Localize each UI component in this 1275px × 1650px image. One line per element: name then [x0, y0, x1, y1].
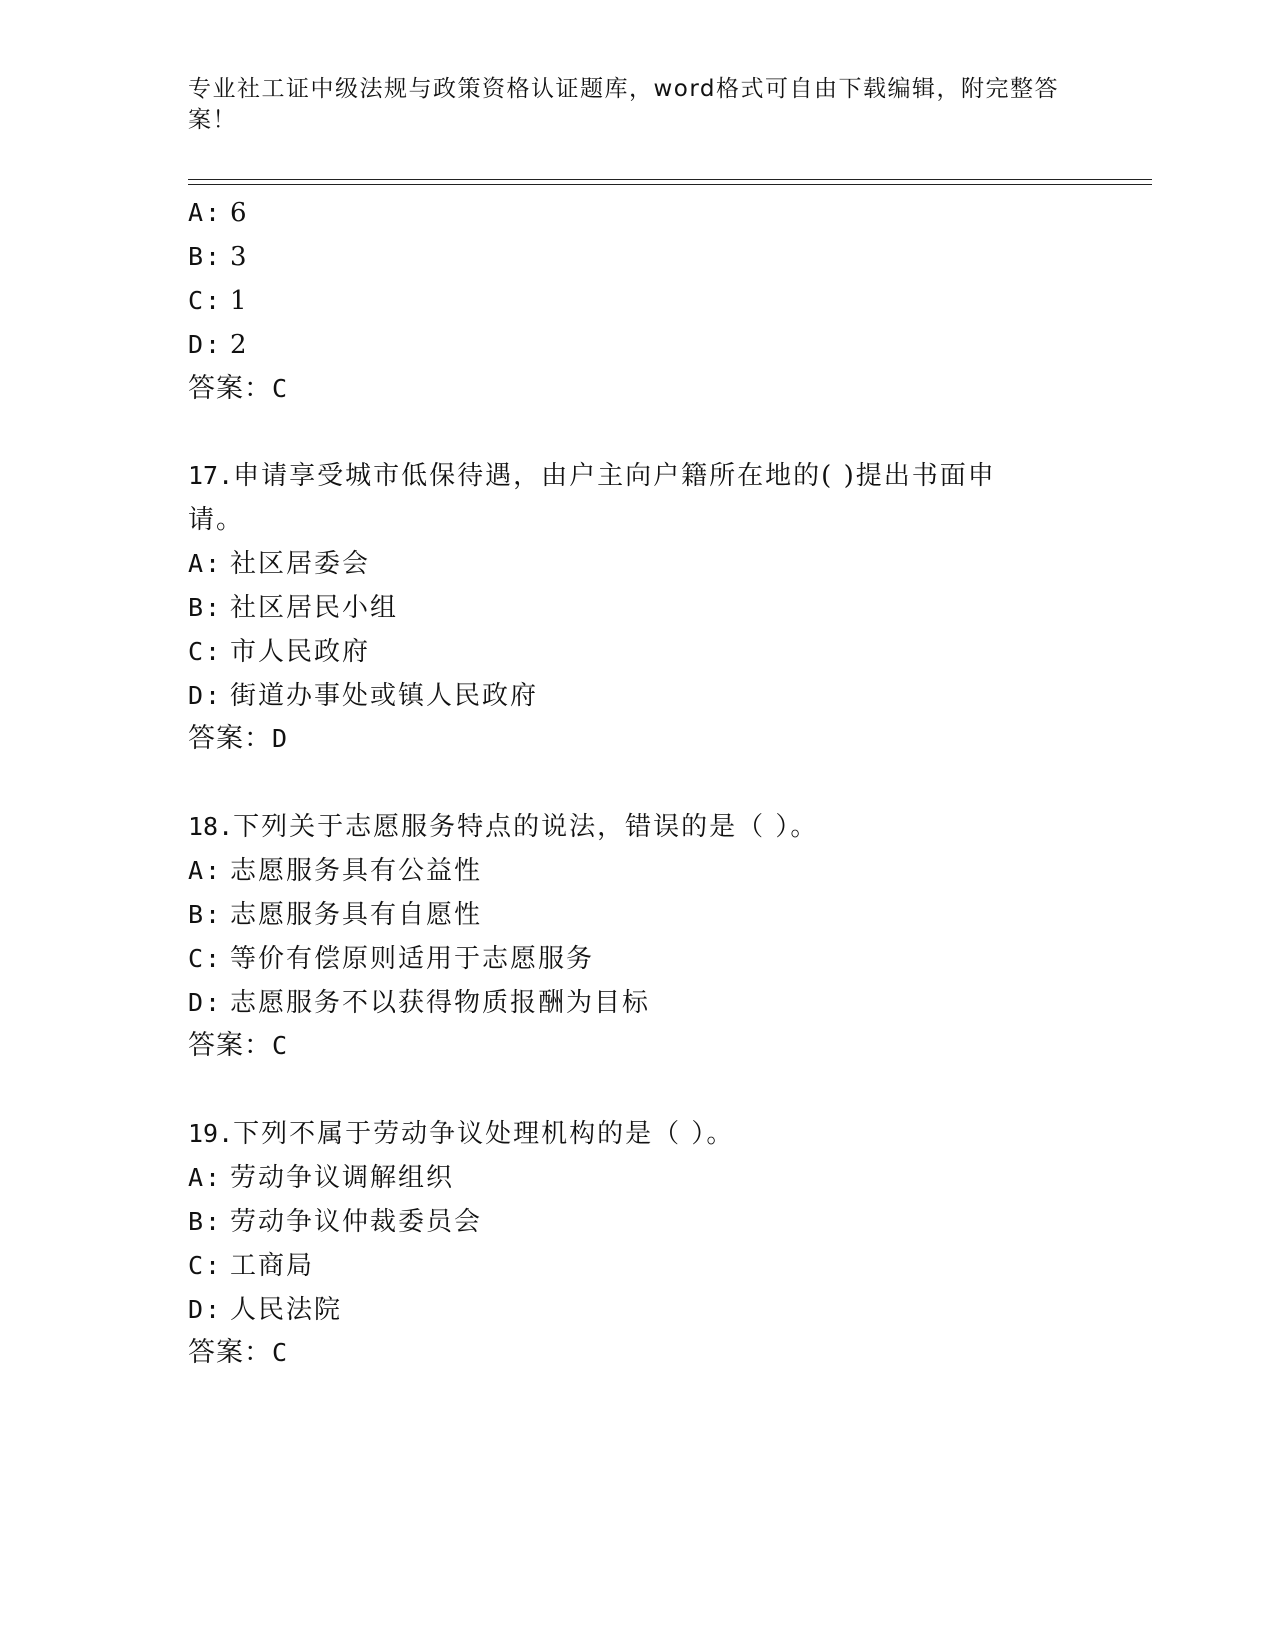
- option-text: 劳动争议调解组织: [230, 1163, 455, 1193]
- prev-answer: [188, 372, 288, 406]
- q18-option-d: [188, 986, 650, 1020]
- option-text: 市人民政府: [230, 637, 371, 667]
- option-letter: D:: [188, 988, 223, 1017]
- option-text: 志愿服务具有公益性: [230, 856, 483, 886]
- q18-option-a: [188, 854, 482, 888]
- option-letter: D:: [188, 330, 223, 359]
- option-text: 街道办事处或镇人民政府: [230, 681, 539, 711]
- question-text: 下列关于志愿服务特点的说法，错误的是（ ）。: [233, 812, 819, 842]
- q18-option-c: [188, 942, 594, 976]
- q17-option-d: [188, 679, 538, 713]
- option-text: 工商局: [230, 1251, 315, 1281]
- option-text: 3: [230, 242, 249, 272]
- answer-value: C: [272, 374, 289, 403]
- option-letter: A:: [188, 549, 223, 578]
- question-number: 19.: [188, 1119, 234, 1148]
- q19-option-b: [188, 1205, 482, 1239]
- answer-value: D: [272, 724, 289, 753]
- q17-option-c: [188, 635, 370, 669]
- option-letter: B:: [188, 242, 223, 271]
- option-text: 社区居民小组: [230, 593, 399, 623]
- option-letter: D:: [188, 1295, 223, 1324]
- answer-value: C: [272, 1338, 289, 1367]
- q18-answer: [188, 1029, 288, 1063]
- question-number: 18.: [188, 812, 234, 841]
- question-text: 申请享受城市低保待遇，由户主向户籍所在地的( )提出书面申: [233, 461, 996, 491]
- prev-option-c: [188, 284, 249, 318]
- q17-answer: [188, 722, 288, 756]
- q17-option-a: [188, 547, 370, 581]
- option-text: 社区居委会: [230, 549, 371, 579]
- answer-label: 答案：: [188, 373, 272, 404]
- option-letter: C:: [188, 286, 223, 315]
- option-letter: B:: [188, 900, 223, 929]
- option-text: 6: [230, 198, 249, 228]
- q17-stem-line1: [188, 459, 996, 493]
- option-letter: A:: [188, 856, 223, 885]
- header-divider-top: [188, 179, 1152, 180]
- q18-option-b: [188, 898, 482, 932]
- option-letter: C:: [188, 1251, 223, 1280]
- q17-option-b: [188, 591, 398, 625]
- prev-option-b: [188, 240, 249, 274]
- option-letter: C:: [188, 944, 223, 973]
- header-divider-bottom: [188, 184, 1152, 185]
- option-text: 1: [230, 286, 249, 316]
- option-text: 2: [230, 330, 249, 360]
- prev-option-a: [188, 196, 249, 230]
- q19-option-c: [188, 1249, 314, 1283]
- option-text: 等价有偿原则适用于志愿服务: [230, 944, 595, 974]
- answer-label: 答案：: [188, 1030, 272, 1061]
- q19-stem: [188, 1117, 734, 1151]
- question-text: 下列不属于劳动争议处理机构的是（ ）。: [233, 1119, 735, 1149]
- q19-option-d: [188, 1293, 342, 1327]
- option-letter: C:: [188, 637, 223, 666]
- q19-answer: [188, 1336, 288, 1370]
- option-text: 志愿服务不以获得物质报酬为目标: [230, 988, 651, 1018]
- option-letter: B:: [188, 593, 223, 622]
- answer-value: C: [272, 1031, 289, 1060]
- q19-option-a: [188, 1161, 454, 1195]
- document-header: 专业社工证中级法规与政策资格认证题库，word格式可自由下载编辑，附完整答案！: [188, 76, 1060, 133]
- option-letter: B:: [188, 1207, 223, 1236]
- option-letter: D:: [188, 681, 223, 710]
- answer-label: 答案：: [188, 723, 272, 754]
- option-text: 志愿服务具有自愿性: [230, 900, 483, 930]
- option-letter: A:: [188, 1163, 223, 1192]
- q18-stem: [188, 810, 818, 844]
- option-letter: A:: [188, 198, 223, 227]
- question-number: 17.: [188, 461, 234, 490]
- q17-stem-line2: 请。: [188, 505, 245, 535]
- prev-option-d: [188, 328, 249, 362]
- answer-label: 答案：: [188, 1337, 272, 1368]
- option-text: 人民法院: [230, 1295, 343, 1325]
- option-text: 劳动争议仲裁委员会: [230, 1207, 483, 1237]
